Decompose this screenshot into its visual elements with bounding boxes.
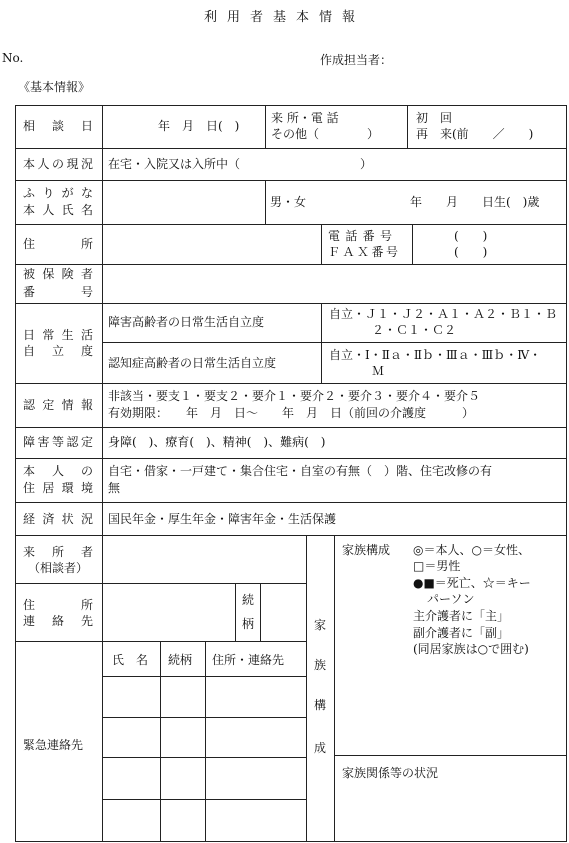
emergency-col-address: 住所・連絡先: [212, 653, 285, 667]
consult-date-label: 相談日: [23, 119, 93, 133]
dementia-independence-options-1[interactable]: 自立・Ⅰ・Ⅱａ・Ⅱｂ・Ⅲａ・Ⅲｂ・Ⅳ・: [329, 348, 542, 362]
family-vertical-label-3: 構: [314, 698, 327, 712]
family-relations-title: 家族関係等の状況: [342, 766, 439, 780]
family-vertical-label-4: 成: [314, 741, 327, 755]
care-level-options[interactable]: 非該当・要支１・要支２・要介１・要介２・要介３・要介４・要介５: [108, 389, 481, 403]
insured-number-label-bottom: 番号: [23, 285, 93, 299]
consult-date-value[interactable]: 年 月 日( ): [158, 119, 240, 133]
document-title: 利用者基本情報: [203, 10, 365, 25]
visitor-contact-label: 連絡先: [23, 614, 93, 628]
certification-label: 認定情報: [23, 398, 93, 412]
phone-label: 電話番号: [328, 229, 392, 243]
phone-value[interactable]: ( ): [454, 229, 488, 243]
birth-date-age[interactable]: 年 月 日生( )歳: [410, 195, 540, 209]
certification-validity[interactable]: 有効期限： 年 月 日～ 年 月 日（前回の介護度 ）: [108, 406, 475, 420]
section-heading: 《基本情報》: [18, 80, 91, 94]
fax-label: ＦＡＸ番号: [328, 245, 398, 259]
visitor-relation-label-top: 続: [242, 593, 255, 607]
visitor-address-label: 住所: [23, 598, 93, 612]
family-legend-line-3: ●■＝死亡、☆＝キー: [413, 576, 531, 590]
living-env-value-2[interactable]: 無: [108, 481, 121, 495]
emergency-col-name: 氏 名: [112, 653, 149, 667]
dementia-independence-options-2[interactable]: Ｍ: [372, 364, 385, 378]
family-legend-title: 家族構成: [342, 543, 391, 557]
address-label: 住所: [23, 237, 93, 251]
visitor-label: 来所者: [23, 545, 93, 559]
family-legend-line-4: パーソン: [427, 592, 475, 606]
family-legend-line-6: 副介護者に「副」: [413, 626, 510, 640]
family-vertical-label-1: 家: [314, 618, 327, 632]
emergency-contact-label: 緊急連絡先: [23, 738, 84, 752]
furigana-label: ふりがな: [23, 186, 93, 200]
family-legend-line-2: □＝男性: [413, 559, 461, 573]
visitor-relation-label-bottom: 柄: [242, 617, 255, 631]
family-legend-line-5: 主介護者に「主」: [413, 609, 510, 623]
living-env-value-1[interactable]: 自宅・借家・一戸建て・集合住宅・自室の有無（ ）階、住宅改修の有: [108, 464, 493, 478]
daily-living-label-bottom: 自立度: [23, 344, 93, 358]
current-status-label: 本人の現況: [23, 157, 93, 171]
disability-label: 障害等認定: [23, 435, 93, 449]
family-legend-line-7: (同居家族は○で囲む): [413, 642, 529, 656]
disability-value[interactable]: 身障( )、療育( )、精神( )、難病( ): [108, 435, 326, 449]
revisit-option[interactable]: 再 来(前 ／ ): [416, 127, 534, 141]
family-vertical-label-2: 族: [314, 658, 327, 672]
elderly-independence-options-1[interactable]: 自立・Ｊ１・Ｊ２・Ａ１・Ａ２・Ｂ１・Ｂ: [329, 307, 558, 321]
fax-value[interactable]: ( ): [454, 245, 488, 259]
current-status-value[interactable]: 在宅・入院又は入所中（ ）: [108, 157, 373, 171]
creator-label: 作成担当者：: [320, 53, 393, 67]
emergency-col-relation: 続柄: [168, 653, 193, 667]
visit-type-other[interactable]: その他（ ）: [271, 127, 380, 141]
living-env-label-top: 本人の: [23, 464, 93, 478]
elderly-independence-options-2[interactable]: ２・Ｃ１・Ｃ２: [372, 323, 457, 337]
gender-options[interactable]: 男・女: [270, 195, 307, 209]
elderly-independence-label: 障害高齢者の日常生活自立度: [108, 315, 265, 329]
first-visit-option[interactable]: 初 回: [416, 111, 453, 125]
insured-number-label-top: 被保険者: [23, 267, 93, 281]
record-number-label: No.: [2, 51, 24, 65]
visitor-sublabel: （相談者）: [27, 561, 88, 575]
economy-label: 経済状況: [23, 512, 93, 526]
visit-type-options[interactable]: 来 所・電 話: [271, 111, 339, 125]
person-name-label: 本人氏名: [23, 203, 93, 217]
living-env-label-bottom: 住居環境: [23, 481, 93, 495]
daily-living-label-top: 日常生活: [23, 328, 93, 342]
dementia-independence-label: 認知症高齢者の日常生活自立度: [108, 356, 277, 370]
family-legend-line-1: ◎＝本人、○＝女性、: [413, 543, 530, 557]
economy-options[interactable]: 国民年金・厚生年金・障害年金・生活保護: [108, 512, 337, 526]
